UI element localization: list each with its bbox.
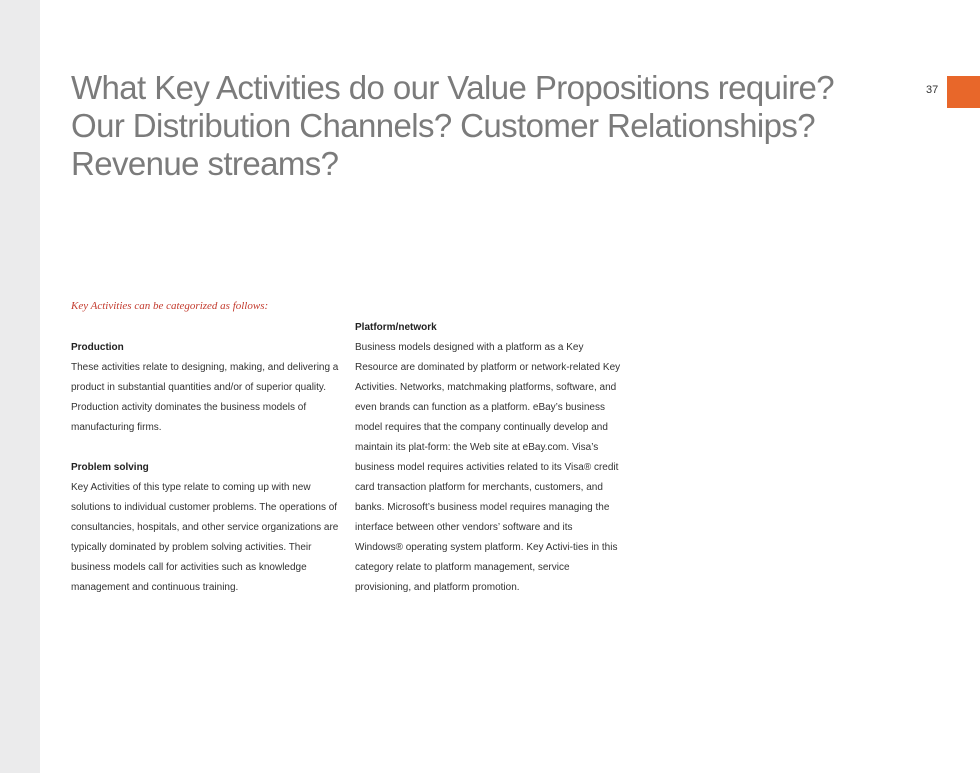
production-heading: Production	[71, 342, 124, 353]
problem-solving-body: Key Activities of this type relate to coming up with new solutions to individual customer problems. The operations of consultancies, hospitals, and other service organizations are typically dominated by problem solving activities. Their business models call for activities such as knowledge management and continuous training.	[71, 482, 339, 593]
production-body: These activities relate to designing, making, and delivering a product in substantial quantities and/or of superior quality. Production activity dominates the business models of manufacturing firms.	[71, 362, 339, 433]
chapter-tab-marker	[947, 76, 980, 108]
page-gutter	[0, 0, 40, 773]
page-headline	[71, 69, 891, 183]
headline-line-3: Revenue streams?	[71, 145, 339, 182]
problem-solving-heading: Problem solving	[71, 462, 149, 473]
intro-text: Key Activities can be categorized as follows:	[71, 300, 269, 312]
platform-network-body: Business models designed with a platform as a Key Resource are dominated by platform or network-related Key Activities. Networks, matchmaking platforms, software, and even brands can function as a platform. eBay’s business model requires that the company continually develop and maintain its plat-form: the Web site at eBay.com. Visa’s business model requires activities related to its Visa® credit card transaction platform for merchants, customers, and banks. Microsoft’s business model requires managing the interface between other vendors’ software and its Windows® operating system platform. Key Activi-ties in this category relate to platform management, service provisioning, and platform promotion.	[355, 342, 621, 593]
left-column	[71, 338, 339, 598]
headline-line-1: What Key Activities do our Value Propositions require?	[71, 69, 835, 106]
headline-line-2: Our Distribution Channels? Customer Relationships?	[71, 107, 816, 144]
page-number: 37	[926, 84, 939, 96]
platform-network-heading: Platform/network	[355, 322, 437, 333]
right-column	[355, 318, 623, 598]
